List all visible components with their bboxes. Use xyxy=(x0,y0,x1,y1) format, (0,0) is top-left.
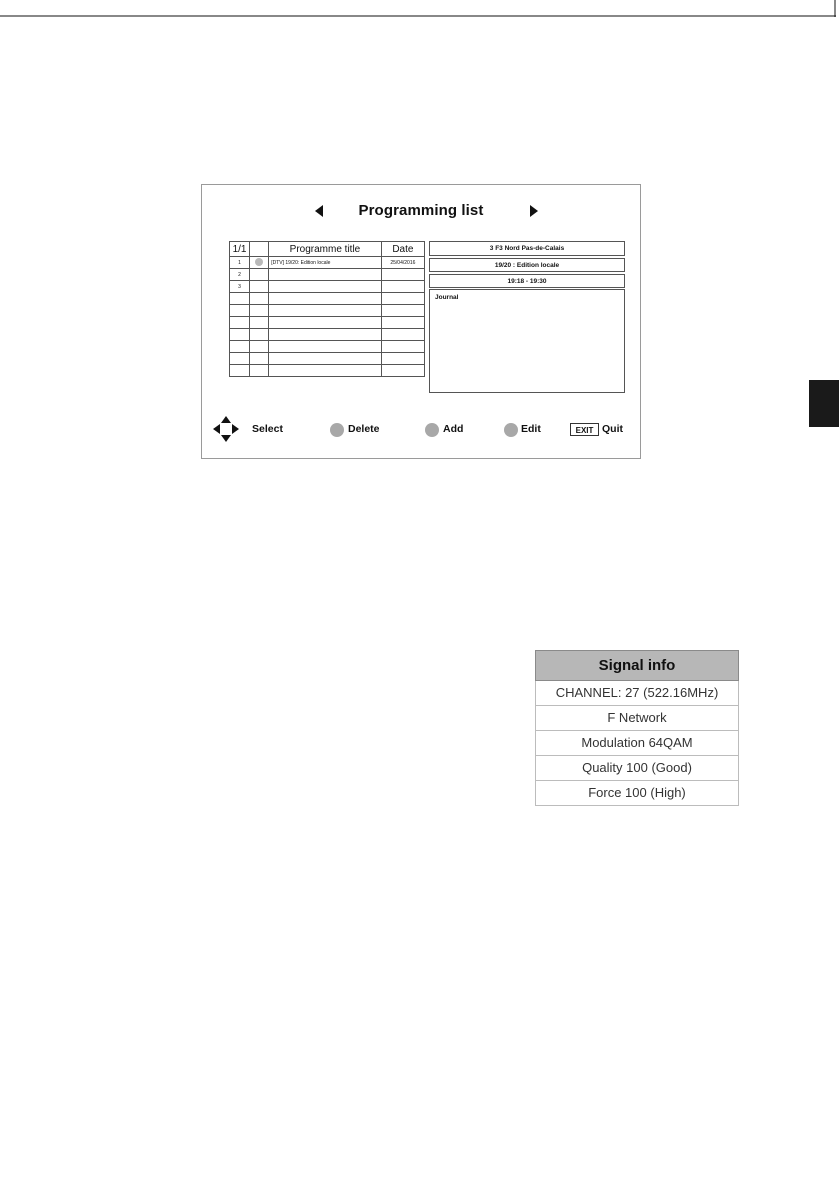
row-title xyxy=(269,281,382,293)
signal-force: Force 100 (High) xyxy=(535,781,739,806)
status-column-header xyxy=(250,242,269,257)
table-row-empty[interactable] xyxy=(230,329,425,341)
row-number: 3 xyxy=(230,281,250,293)
chapter-tab xyxy=(809,380,839,427)
select-label: Select xyxy=(252,423,283,435)
info-channel: 3 F3 Nord Pas-de-Calais xyxy=(429,241,625,256)
info-programme: 19/20 : Edition locale xyxy=(429,258,625,272)
info-time: 19:18 - 19:30 xyxy=(429,274,625,288)
programming-list-screen xyxy=(201,184,641,459)
record-status-cell xyxy=(250,281,269,293)
right-arrow-icon[interactable] xyxy=(530,205,538,217)
table-row[interactable] xyxy=(230,257,425,269)
table-row[interactable] xyxy=(230,269,425,281)
table-row-empty[interactable] xyxy=(230,365,425,377)
table-row-empty[interactable] xyxy=(230,317,425,329)
signal-network: F Network xyxy=(535,706,739,731)
scheduled-dot-icon xyxy=(255,258,263,266)
row-date xyxy=(381,269,424,281)
signal-info-title: Signal info xyxy=(535,650,739,681)
record-status-cell xyxy=(250,257,269,269)
row-number: 2 xyxy=(230,269,250,281)
record-status-cell xyxy=(250,269,269,281)
signal-modulation: Modulation 64QAM xyxy=(535,731,739,756)
info-description: Journal xyxy=(429,289,625,393)
edit-key-icon[interactable] xyxy=(504,423,518,437)
row-number: 1 xyxy=(230,257,250,269)
signal-quality: Quality 100 (Good) xyxy=(535,756,739,781)
table-row-empty[interactable] xyxy=(230,353,425,365)
edit-label: Edit xyxy=(521,423,541,435)
table-row-empty[interactable] xyxy=(230,293,425,305)
key-legend xyxy=(202,416,640,446)
dpad-arrows-icon[interactable] xyxy=(213,416,239,442)
programme-table xyxy=(229,241,425,377)
add-key-icon[interactable] xyxy=(425,423,439,437)
row-title xyxy=(269,269,382,281)
delete-label: Delete xyxy=(348,423,380,435)
row-date xyxy=(381,281,424,293)
row-date: 25/04/2016 xyxy=(381,257,424,269)
add-label: Add xyxy=(443,423,464,435)
table-row-empty[interactable] xyxy=(230,305,425,317)
title-column-header: Programme title xyxy=(269,242,382,257)
exit-key[interactable]: EXIT xyxy=(570,423,599,436)
page-top-rule xyxy=(0,0,836,18)
signal-info-panel xyxy=(535,650,739,806)
table-row[interactable] xyxy=(230,281,425,293)
table-header-row xyxy=(230,242,425,257)
screen-title: Programming list xyxy=(358,202,484,219)
date-column-header: Date xyxy=(381,242,424,257)
quit-label: Quit xyxy=(602,423,623,435)
delete-key-icon[interactable] xyxy=(330,423,344,437)
row-title: [DTV] 19/20: Edition locale xyxy=(269,257,382,269)
page-indicator: 1/1 xyxy=(230,242,250,257)
table-row-empty[interactable] xyxy=(230,341,425,353)
signal-channel: CHANNEL: 27 (522.16MHz) xyxy=(535,681,739,706)
